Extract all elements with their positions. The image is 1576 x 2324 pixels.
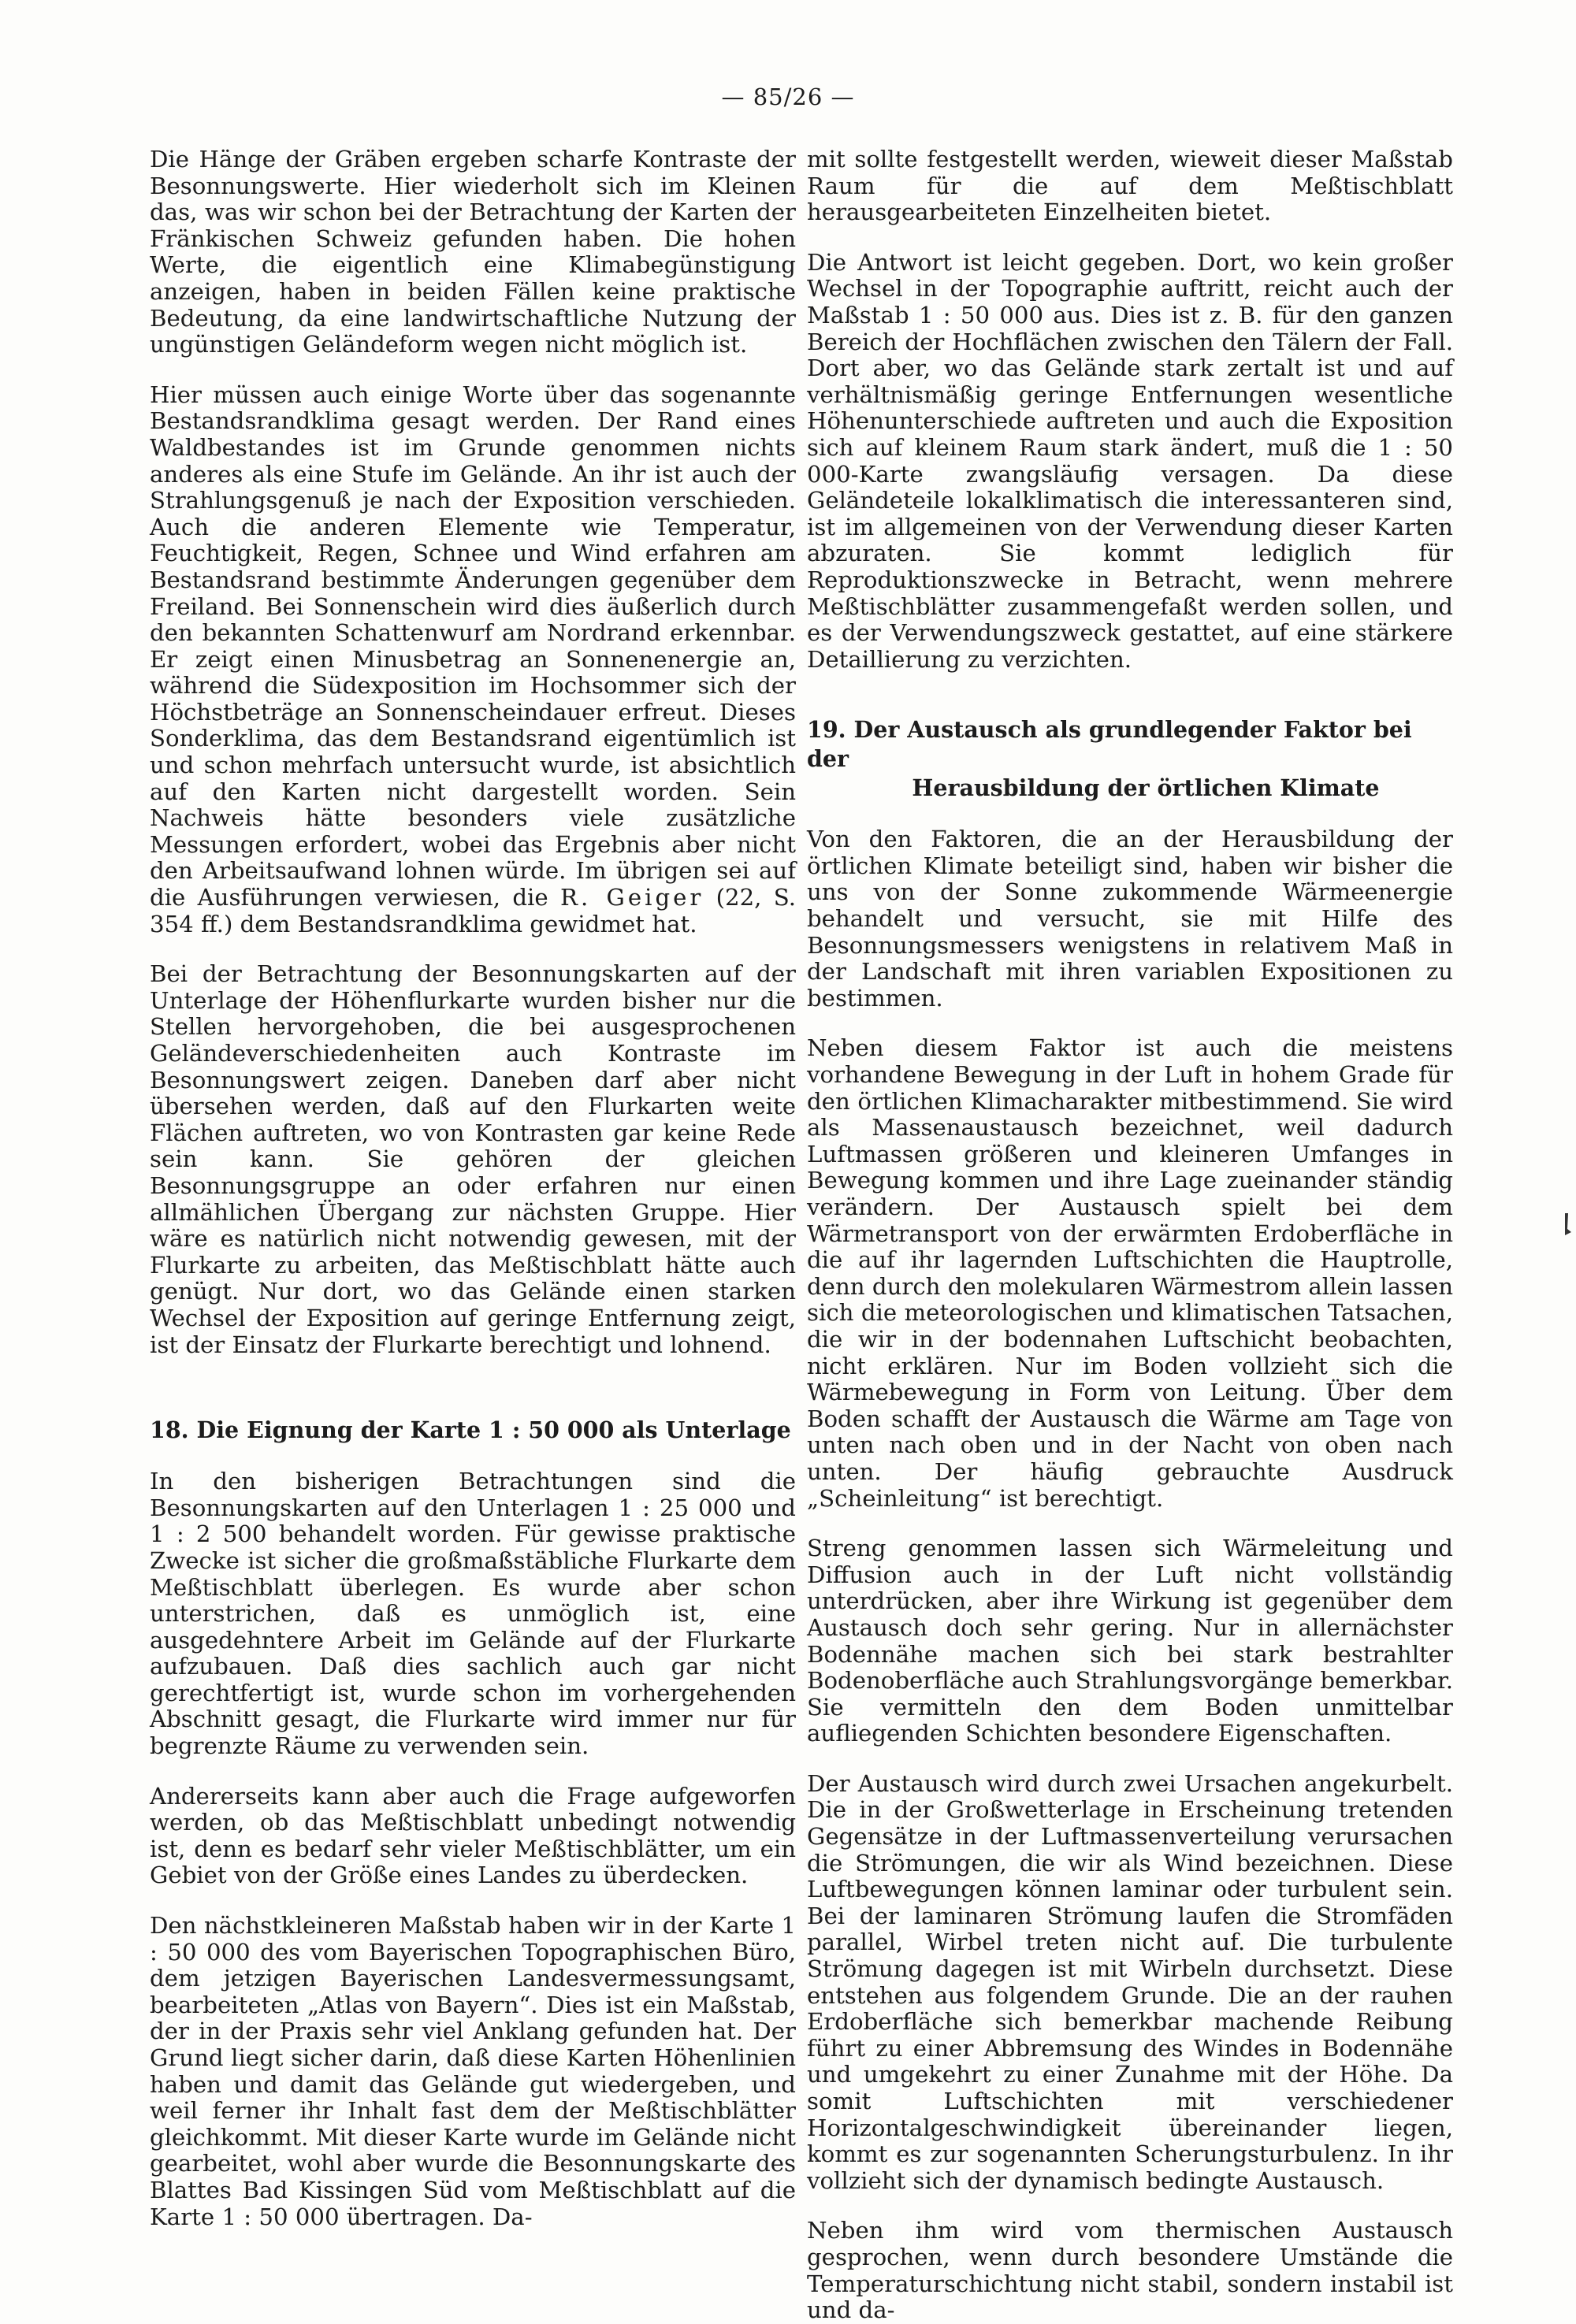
left-column <box>150 147 796 2230</box>
paragraph: Den nächstkleineren Maßstab haben wir in der Karte 1 : 50 000 des vom Bayerischen Topographischen Büro, dem jetzigen Bayerischen Landesvermessungsamt, bearbeiteten „Atlas von Bayern“. Dies ist ein Maßstab, der in der Praxis sehr viel Anklang gefunden hat. Der Grund liegt sicher darin, daß diese Karten Höhenlinien haben und damit das Gelände gut wiedergeben, und weil ferner ihr Inhalt fast dem der Meßtischblätter gleichkommt. Mit dieser Karte wurde im Gelände nicht gearbeitet, wohl aber wurde die Besonnungskarte des Blattes Bad Kissingen Süd vom Meßtischblatt auf die Karte 1 : 50 000 übertragen. Da- <box>150 1912 796 2230</box>
margin-mark-icon <box>1562 1213 1573 1237</box>
paragraph: Streng genommen lassen sich Wärmeleitung und Diffusion auch in der Luft nicht vollständig unterdrücken, aber ihre Wirkung ist gegenüber dem Austausch doch sehr gering. Nur in allernächster Bodennähe machen sich bei stark bestrahlter Bodenoberfläche auch Strahlungsvorgänge bemerkbar. Sie vermitteln den dem Boden unmittelbar aufliegenden Schichten besondere Eigenschaften. <box>807 1535 1453 1747</box>
paragraph: mit sollte festgestellt werden, wieweit dieser Maßstab Raum für die auf dem Meßtischblatt herausgearbeiteten Einzelheiten bietet. <box>807 146 1453 226</box>
author-name: R. Geiger <box>559 884 704 911</box>
paragraph: Von den Faktoren, die an der Herausbildung der örtlichen Klimate beteiligt sind, haben wir bisher die uns von der Sonne zukommende Wärmeenergie behandelt und versucht, sie mit Hilfe des Besonnungsmessers wenigstens in relativem Maß in der Landschaft mit ihren variablen Expositionen zu bestimmen. <box>807 826 1453 1012</box>
right-column <box>807 147 1453 2324</box>
paragraph: Die Antwort ist leicht gegeben. Dort, wo kein großer Wechsel in der Topographie auftritt, reicht auch der Maßstab 1 : 50 000 aus. Dies ist z. B. für den ganzen Bereich der Hochflächen zwischen den Tälern der Fall. Dort aber, wo das Gelände stark zertalt ist und auf verhältnismäßig geringe Entfernungen wesentliche Höhenunterschiede auftreten und auch die Exposition sich auf kleinem Raum stark ändert, muß die 1 : 50 000-Karte zwangsläufig versagen. Da diese Geländeteile lokalklimatisch die interessanteren sind, ist im allgemeinen von der Verwendung dieser Karten abzuraten. Sie kommt lediglich für Reproduktionszwecke in Betracht, wenn mehrere Meßtischblätter zusammengefaßt werden sollen, und es der Verwendungszweck gestattet, auf eine stärkere Detaillierung zu verzichten. <box>807 248 1453 673</box>
paragraph: Neben ihm wird vom thermischen Austausch gesprochen, wenn durch besondere Umstände die Temperaturschichtung nicht stabil, sondern instabil ist und da- <box>807 2217 1453 2324</box>
heading-line: 19. Der Austausch als grundlegender Faktor bei der <box>807 716 1412 773</box>
paragraph <box>150 382 796 937</box>
paragraph: In den bisherigen Betrachtungen sind die Besonnungskarten auf den Unterlagen 1 : 25 000 und 1 : 2 500 behandelt worden. Für gewisse praktische Zwecke ist sicher die großmaßstäbliche Flurkarte dem Meßtischblatt überlegen. Es wurde aber schon unterstrichen, daß es unmöglich ist, eine ausgedehntere Arbeit im Gelände auf der Flurkarte aufzubauen. Daß dies sachlich auch gar nicht gerechtfertigt ist, wurde schon im vorhergehenden Abschnitt gesagt, die Flurkarte wird immer nur für begrenzte Räume zu verwenden sein. <box>150 1468 796 1760</box>
section-heading-18: 18. Die Eignung der Karte 1 : 50 000 als Unterlage <box>150 1416 791 1444</box>
paragraph: Andererseits kann aber auch die Frage aufgeworfen werden, ob das Meßtischblatt unbedingt notwendig ist, denn es bedarf sehr vieler Meßtischblätter, um ein Gebiet von der Größe eines Landes zu überdecken. <box>150 1782 796 1889</box>
section-heading-19 <box>807 715 1453 803</box>
paragraph: Der Austausch wird durch zwei Ursachen angekurbelt. Die in der Großwetterlage in Erscheinung tretenden Gegensätze in der Luftmassenverteilung verursachen die Strömungen, die wir als Wind bezeichnen. Diese Luftbewegungen können laminar oder turbulent sein. Bei der laminaren Strömung laufen die Stromfäden parallel, Wirbel treten nicht auf. Die turbulente Strömung dagegen ist mit Wirbeln durchsetzt. Diese entstehen aus folgendem Grunde. Die an der rauhen Erdoberfläche sich bemerkbar machende Reibung führt zu einer Abbremsung des Windes in Bodennähe und umgekehrt zu einer Zunahme mit der Höhe. Da somit Luftschichten mit verschiedener Horizontalgeschwindigkeit übereinander liegen, kommt es zur sogenannten Scherungsturbulenz. In ihr vollzieht sich der dynamisch bedingte Austausch. <box>807 1769 1453 2194</box>
paragraph-text: Hier müssen auch einige Worte über das sogenannte Bestandsrandklima gesagt werden. Der Rand eines Waldbestandes ist im Grunde genommen nichts anderes als eine Stufe im Gelände. An ihr ist auch der Strahlungsgenuß je nach der Exposition verschieden. Auch die anderen Elemente wie Temperatur, Feuchtigkeit, Regen, Schnee und Wind erfahren am Bestandsrand bestimmte Änderungen gegenüber dem Freiland. Bei Sonnenschein wird dies äußerlich durch den bekannten Schattenwurf am Nordrand erkennbar. Er zeigt einen Minusbetrag an Sonnenenergie an, während die Südexposition im Hochsommer sich der Höchstbeträge an Sonnenscheindauer erfreut. Dieses Sonderklima, das dem Bestandsrand eigentümlich ist und schon mehrfach untersucht wurde, ist absichtlich auf den Karten nicht dargestellt worden. Sein Nachweis hätte besonders viele zusätzliche Messungen erfordert, wobei das Ergebnis aber nicht den Arbeitsaufwand lohnen würde. Im übrigen sei auf die Ausführungen verwiesen, die <box>150 381 796 911</box>
paragraph-text: (22, S. 354 ff.) dem Bestandsrandklima gewidmet hat. <box>150 884 796 937</box>
paragraph: Neben diesem Faktor ist auch die meistens vorhandene Bewegung in der Luft in hohem Grade für den örtlichen Klimacharakter mitbestimmend. Sie wird als Massenaustausch bezeichnet, weil dadurch Luftmassen größeren und kleineren Umfanges in Bewegung kommen und ihre Lage zueinander ständig verändern. Der Austausch spielt bei dem Wärmetransport von der erwärmten Erdoberfläche in die auf ihr lagernden Luftschichten die Hauptrolle, denn durch den molekularen Wärmestrom allein lassen sich die meteorologischen und klimatischen Tatsachen, die wir in der bodennahen Luftschicht beobachten, nicht erklären. Nur im Boden vollzieht sich die Wärmebewegung in Form von Leitung. Über dem Boden schafft der Austausch die Wärme am Tage von unten nach oben und in der Nacht von oben nach unten. Der häufig gebrauchte Ausdruck „Scheinleitung“ ist berechtigt. <box>807 1034 1453 1512</box>
heading-line: Herausbildung der örtlichen Klimate <box>912 774 1380 802</box>
paragraph: Die Hänge der Gräben ergeben scharfe Kontraste der Besonnungswerte. Hier wiederholt sich im Kleinen das, was wir schon bei der Betrachtung der Karten der Fränkischen Schweiz gefunden haben. Die hohen Werte, die eigentlich eine Klimabegünstigung anzeigen, haben in beiden Fällen keine praktische Bedeutung, da eine landwirtschaftliche Nutzung der ungünstigen Geländeform wegen nicht möglich ist. <box>150 146 796 358</box>
paragraph: Bei der Betrachtung der Besonnungskarten auf der Unterlage der Höhenflurkarte wurden bisher nur die Stellen hervorgehoben, die bei ausgesprochenen Geländeverschiedenheiten auch Kontraste im Besonnungswert zeigen. Daneben darf aber nicht übersehen werden, daß auf den Flurkarten weite Flächen auftreten, wo von Kontrasten gar keine Rede sein kann. Sie gehören der gleichen Besonnungsgruppe an oder erfahren nur einen allmählichen Übergang zur nächsten Gruppe. Hier wäre es natürlich nicht notwendig gewesen, mit der Flurkarte zu arbeiten, das Meßtischblatt hätte auch genügt. Nur dort, wo das Gelände einen starken Wechsel der Exposition auf geringe Entfernung zeigt, ist der Einsatz der Flurkarte berechtigt und lohnend. <box>150 960 796 1358</box>
page-number: — 85/26 — <box>721 84 855 110</box>
